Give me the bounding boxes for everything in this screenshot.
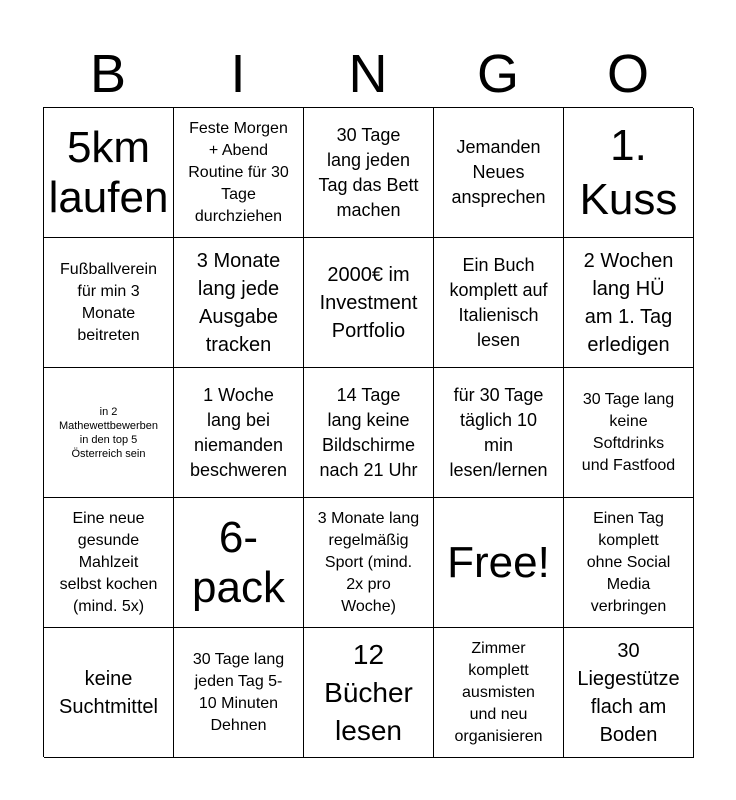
cell-text: 3 Monate lang regelmäßig Sport (mind. 2x pro Woche): [317, 509, 420, 615]
bingo-cell-r5c3[interactable]: [304, 628, 434, 758]
bingo-cell-r2c2[interactable]: [174, 238, 304, 368]
cell-text: für 30 Tage täglich 10 min lesen/lernen: [449, 384, 548, 480]
cell-text: 5km laufen: [48, 122, 169, 222]
bingo-cell-r5c5[interactable]: [564, 628, 694, 758]
bingo-cell-r3c1[interactable]: [44, 368, 174, 498]
cell-text: 12 Bücher lesen: [324, 638, 413, 746]
bingo-cell-r4c3[interactable]: [304, 498, 434, 628]
cell-text: 1. Kuss: [579, 120, 678, 224]
bingo-cell-r5c2[interactable]: [174, 628, 304, 758]
bingo-cell-r2c5[interactable]: [564, 238, 694, 368]
cell-text: Einen Tag komplett ohne Social Media verbringen: [586, 509, 671, 615]
cell-text: Jemanden Neues ansprechen: [451, 137, 546, 207]
cell-text: Ein Buch komplett auf Italienisch lesen: [449, 254, 548, 350]
cell-text: Free!: [447, 537, 550, 587]
header-letter-b: B: [89, 44, 127, 104]
cell-text: 30 Tage lang jeden Tag 5- 10 Minuten Dehnen: [192, 650, 285, 734]
cell-text: Zimmer komplett ausmisten und neu organisieren: [454, 639, 543, 745]
bingo-cell-r1c3[interactable]: [304, 108, 434, 238]
cell-text: 2000€ im Investment Portfolio: [319, 263, 418, 342]
cell-text: keine Suchtmittel: [59, 667, 158, 718]
bingo-cell-r1c5[interactable]: [564, 108, 694, 238]
cell-text: 6- pack: [192, 512, 285, 612]
bingo-cell-r2c1[interactable]: [44, 238, 174, 368]
header-letter-g: G: [476, 44, 519, 104]
bingo-cell-r3c4[interactable]: [434, 368, 564, 498]
bingo-cell-r5c4[interactable]: [434, 628, 564, 758]
bingo-cell-r2c4[interactable]: [434, 238, 564, 368]
bingo-cell-r3c5[interactable]: [564, 368, 694, 498]
cell-text: 30 Tage lang jeden Tag das Bett machen: [318, 124, 419, 220]
header-letter-n: N: [348, 44, 388, 104]
bingo-cell-free[interactable]: [434, 498, 564, 628]
bingo-cell-r1c2[interactable]: [174, 108, 304, 238]
cell-text: 2 Wochen lang HÜ am 1. Tag erledigen: [583, 249, 674, 356]
bingo-cell-r2c3[interactable]: [304, 238, 434, 368]
cell-text: 14 Tage lang keine Bildschirme nach 21 Uhr: [319, 384, 418, 480]
cell-text: 1 Woche lang bei niemanden beschweren: [189, 384, 288, 480]
cell-text: in 2 Mathewettbewerben in den top 5 Österreich sein: [58, 405, 159, 460]
header-letter-o: O: [606, 44, 649, 104]
bingo-cell-r1c4[interactable]: [434, 108, 564, 238]
bingo-grid: [43, 107, 693, 757]
cell-text: 3 Monate lang jede Ausgabe tracken: [196, 249, 281, 356]
cell-text: Fußballverein für min 3 Monate beitreten: [60, 260, 157, 344]
bingo-cell-r3c2[interactable]: [174, 368, 304, 498]
cell-text: 30 Tage lang keine Softdrinks und Fastfood: [581, 390, 676, 474]
header-letter-i: I: [230, 44, 246, 104]
cell-text: 30 Liegestütze flach am Boden: [577, 639, 680, 746]
cell-text: Feste Morgen + Abend Routine für 30 Tage durchziehen: [188, 119, 289, 225]
bingo-cell-r3c3[interactable]: [304, 368, 434, 498]
bingo-cell-r4c2[interactable]: [174, 498, 304, 628]
bingo-header: [43, 40, 693, 108]
bingo-cell-r4c1[interactable]: [44, 498, 174, 628]
bingo-cell-r1c1[interactable]: [44, 108, 174, 238]
cell-text: Eine neue gesunde Mahlzeit selbst kochen (mind. 5x): [59, 509, 158, 615]
bingo-cell-r4c5[interactable]: [564, 498, 694, 628]
bingo-cell-r5c1[interactable]: [44, 628, 174, 758]
